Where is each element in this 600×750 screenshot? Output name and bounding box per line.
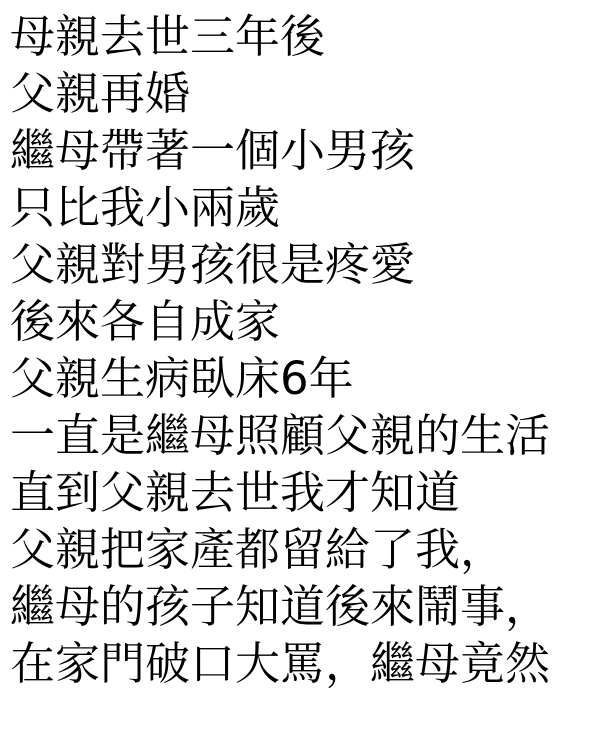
text-line: 直到父親去世我才知道 — [10, 466, 461, 519]
text-line: 後來各自成家 — [10, 295, 281, 348]
text-line: 只比我小兩歲 — [10, 181, 281, 234]
text-line: 一直是繼母照顧父親的生活 — [10, 409, 551, 462]
text-line: 父親再婚 — [10, 67, 191, 120]
text-line: 繼母的孩子知道後來鬧事， — [10, 580, 551, 633]
text-line: 父親把家產都留給了我， — [10, 523, 506, 576]
text-line: 母親去世三年後 — [10, 10, 326, 63]
text-line: 繼母帶著一個小男孩 — [10, 124, 416, 177]
text-line: 在家門破口大罵，繼母竟然 — [10, 637, 551, 690]
text-line: 父親對男孩很是疼愛 — [10, 238, 416, 291]
text-line: 父親生病臥床6年 — [10, 352, 354, 405]
